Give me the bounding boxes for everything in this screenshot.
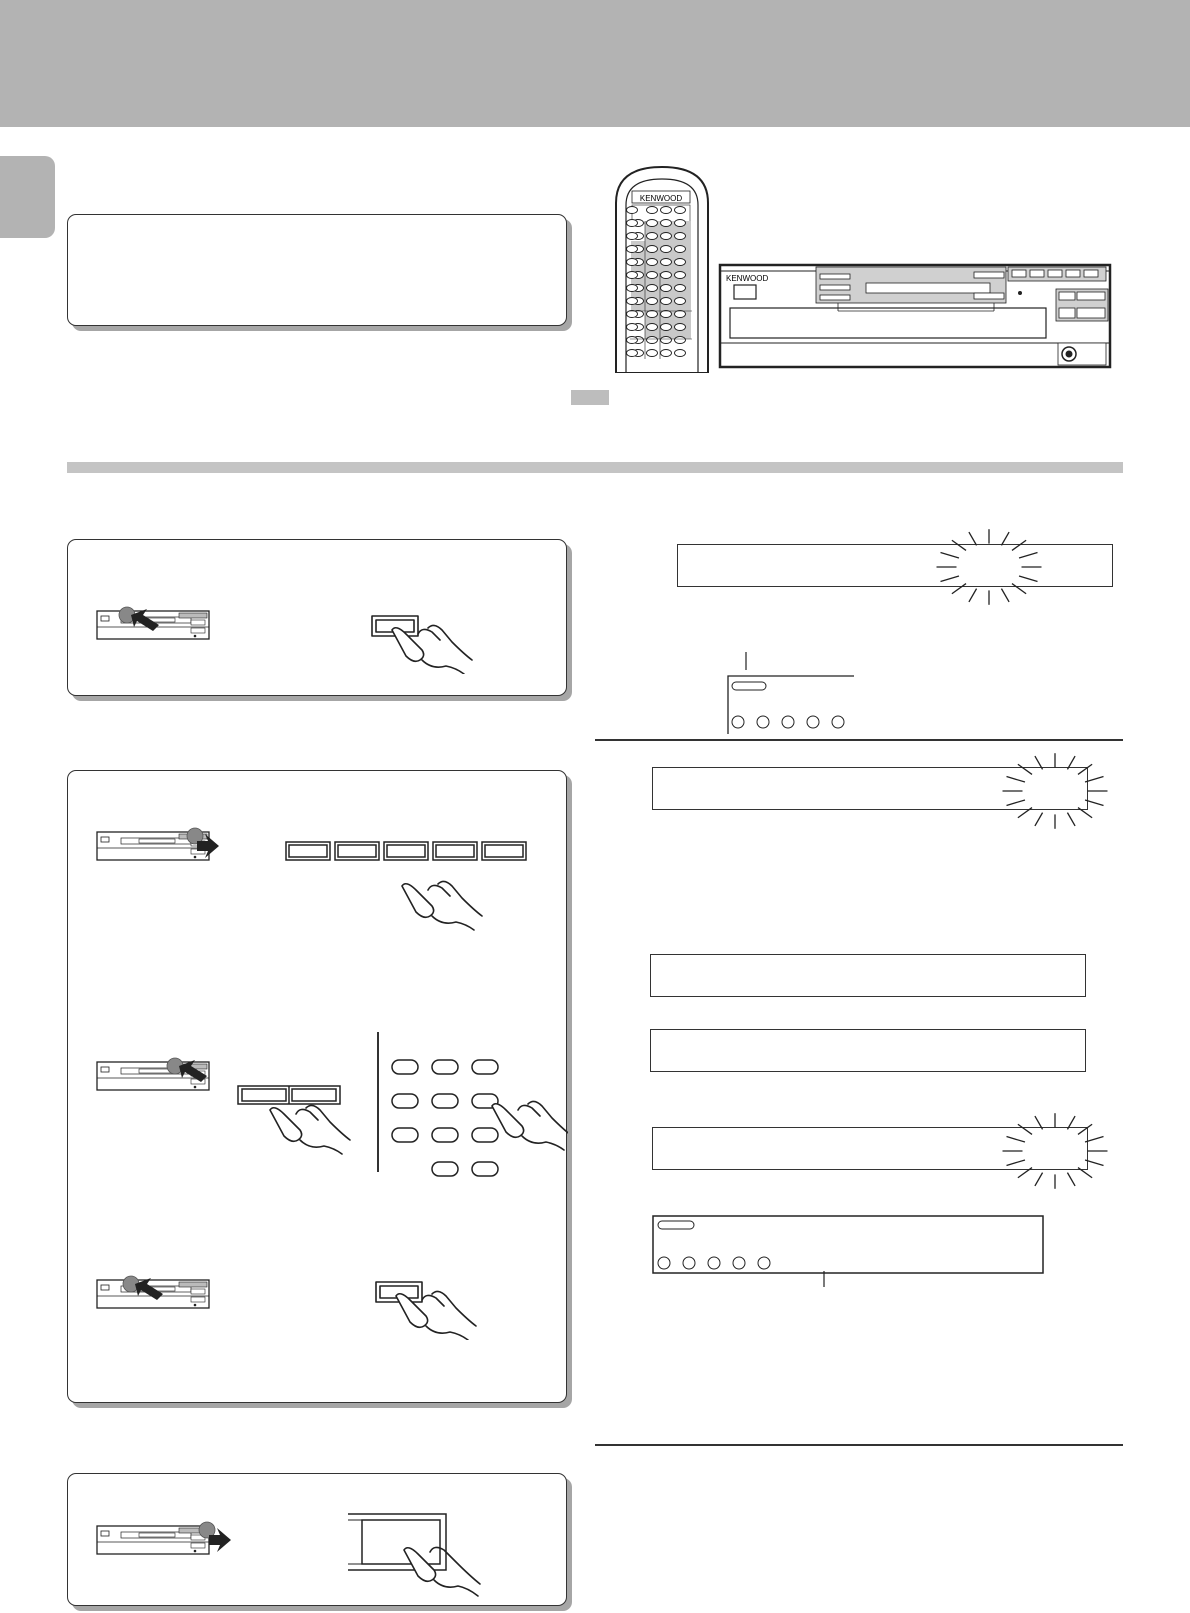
header-band bbox=[0, 0, 1190, 127]
disc-buttons-row bbox=[284, 838, 529, 862]
step1-player-icon bbox=[95, 603, 215, 647]
step3-hand-press-icon bbox=[346, 1510, 486, 1600]
section-rule bbox=[67, 462, 1123, 473]
remote-control-illustration bbox=[612, 163, 712, 373]
intro-note-panel bbox=[67, 214, 567, 326]
remote-logo: KENWOOD bbox=[639, 194, 683, 203]
step2-blink-rays-icon-2 bbox=[1000, 1106, 1110, 1196]
cd-player-illustration bbox=[718, 263, 1114, 371]
step2a-hand-press-icon bbox=[398, 874, 498, 936]
step3-player-icon bbox=[95, 1518, 245, 1566]
step2b-hand-press-icon bbox=[266, 1098, 376, 1168]
section-tab bbox=[0, 156, 55, 238]
step2-indicator-detail bbox=[652, 1215, 1044, 1287]
keypad-divider bbox=[377, 1032, 379, 1172]
player-logo: KENWOOD bbox=[726, 274, 769, 283]
step1-hand-press-icon bbox=[370, 612, 490, 674]
step2-display-2 bbox=[650, 954, 1086, 997]
step1-blink-rays-icon bbox=[934, 522, 1044, 612]
step2c-hand-press-icon bbox=[374, 1278, 494, 1340]
step2-blink-rays-icon-1 bbox=[1000, 746, 1110, 836]
step2b-player-icon bbox=[95, 1054, 215, 1102]
step-divider-1 bbox=[595, 739, 1123, 741]
step1-display bbox=[677, 544, 1113, 587]
step-divider-2 bbox=[595, 1444, 1123, 1446]
step2a-player-icon bbox=[95, 824, 235, 872]
step1-indicator-detail bbox=[724, 652, 854, 734]
step2c-player-icon bbox=[95, 1272, 215, 1316]
step2-display-3 bbox=[650, 1029, 1086, 1072]
keypad-hand-press-icon bbox=[488, 1094, 568, 1154]
small-gray-marker bbox=[571, 390, 609, 405]
